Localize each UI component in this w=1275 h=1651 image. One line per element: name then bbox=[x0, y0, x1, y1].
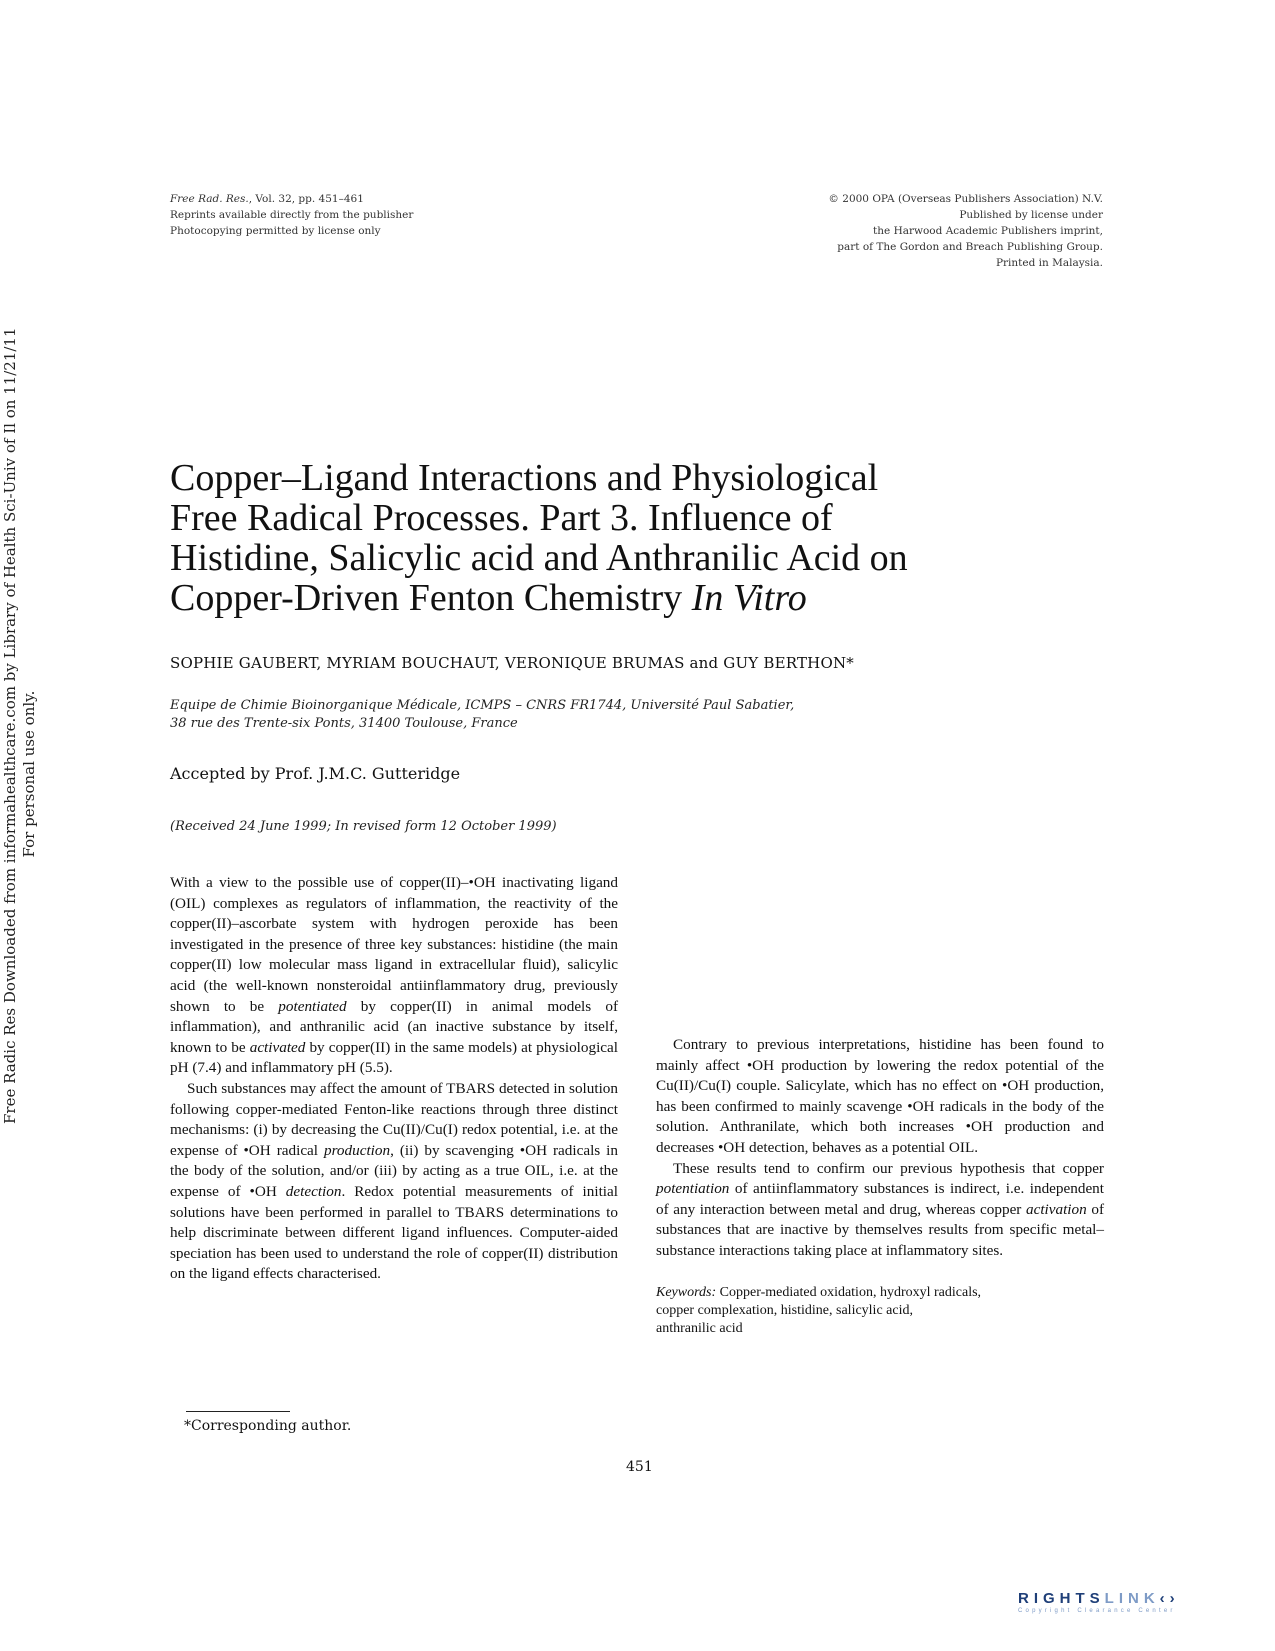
download-source: Free Radic Res Downloaded from informahealthcare.com by Library of Health Sci-Univ of Il on 11/21/11 bbox=[1, 327, 19, 1124]
publisher-line: the Harwood Academic Publishers imprint, bbox=[873, 225, 1103, 237]
rightslink-arrows-icon: ‹› bbox=[1159, 1590, 1180, 1607]
keywords: Keywords: Copper-mediated oxidation, hydroxyl radicals, copper complexation, histidine, salicylic acid, anthranilic acid bbox=[656, 1284, 982, 1336]
abstract-paragraph: Such substances may affect the amount of TBARS detected in solution following copper-mediated Fenton-like reactions through three distinct mechanisms: (i) by decreasing the Cu(II)/Cu(I) redox potential, i.e. at the expense of •OH radical production, (ii) by scavenging •OH radicals in the body of the solution, and/or (iii) by acting as a true OIL, i.e. at the expense of •OH detection. Redox potential measurements of initial solutions have been performed in parallel to TBARS determinations to help discriminate between different ligand influences. Computer-aided speciation has been used to understand the role of copper(II) distribution on the ligand effects characterised. bbox=[170, 1079, 618, 1283]
footnote-rule bbox=[186, 1411, 290, 1412]
personal-use-note: For personal use only. bbox=[20, 690, 38, 858]
rightslink-text-light: LINK bbox=[1104, 1590, 1160, 1607]
abstract-column-left bbox=[170, 873, 618, 1285]
title-line: Free Radical Processes. Part 3. Influence of bbox=[170, 497, 833, 539]
accepted-by: Accepted by Prof. J.M.C. Gutteridge bbox=[170, 764, 461, 783]
received-dates: (Received 24 June 1999; In revised form 12 October 1999) bbox=[170, 819, 557, 834]
article-title bbox=[170, 458, 1010, 618]
journal-header bbox=[170, 191, 413, 239]
journal-name: Free Rad. Res. bbox=[170, 193, 249, 205]
copyright-line: © 2000 OPA (Overseas Publishers Association) N.V. bbox=[828, 193, 1103, 205]
title-line: Copper-Driven Fenton Chemistry In Vitro bbox=[170, 577, 807, 619]
photocopy-note: Photocopying permitted by license only bbox=[170, 225, 381, 237]
page-number: 451 bbox=[626, 1459, 653, 1475]
affiliation: Equipe de Chimie Bioinorganique Médicale, ICMPS – CNRS FR1744, Université Paul Sabatier, 38 rue des Trente-six Ponts, 31400 Toulouse, France bbox=[170, 698, 795, 731]
publisher-line: Published by license under bbox=[959, 209, 1103, 221]
abstract-paragraph: Contrary to previous interpretations, histidine has been found to mainly affect •OH production by lowering the redox potential of the Cu(II)/Cu(I) couple. Salicylate, which has no effect on •OH production, has been confirmed to mainly scavenge •OH radicals in the body of the solution. Anthranilate, which both increases •OH production and decreases •OH detection, behaves as a potential OIL. bbox=[656, 1036, 1104, 1156]
printed-line: Printed in Malaysia. bbox=[995, 257, 1103, 269]
title-line: Copper–Ligand Interactions and Physiological bbox=[170, 457, 879, 499]
rightslink-logo[interactable] bbox=[1018, 1590, 1238, 1630]
title-italic: In Vitro bbox=[691, 577, 807, 619]
abstract-paragraph: These results tend to confirm our previous hypothesis that copper potentiation of antiinflammatory substances is indirect, i.e. independent of any interaction between metal and drug, whereas copper activation of substances that are inactive by themselves results from specific metal–substance interactions taking place at inflammatory sites. bbox=[656, 1159, 1104, 1259]
footnote: *Corresponding author. bbox=[184, 1418, 352, 1434]
abstract-column-right bbox=[656, 1035, 1104, 1338]
title-line: Histidine, Salicylic acid and Anthranilic Acid on bbox=[170, 537, 908, 579]
rightslink-text-dark: RIGHTS bbox=[1018, 1590, 1105, 1607]
rightslink-tagline: Copyright Clearance Center bbox=[1018, 1608, 1176, 1614]
journal-citation bbox=[170, 191, 413, 207]
abstract-paragraph: With a view to the possible use of copper(II)–•OH inactivating ligand (OIL) complexes as regulators of inflammation, the reactivity of the copper(II)–ascorbate system with hydrogen peroxide has been investigated in the presence of three key substances: histidine (the main copper(II) low molecular mass ligand in extracellular fluid), salicylic acid (the well-known nonsteroidal antiinflammatory drug, previously shown to be potentiated by copper(II) in animal models of inflammation), and anthranilic acid (an inactive substance by itself, known to be activated by copper(II) in the same models) at physiological pH (7.4) and inflammatory pH (5.5). bbox=[170, 874, 619, 1077]
publisher-line: part of The Gordon and Breach Publishing Group. bbox=[837, 241, 1103, 253]
download-watermark bbox=[1, 327, 39, 1124]
author-list: SOPHIE GAUBERT, MYRIAM BOUCHAUT, VERONIQUE BRUMAS and GUY BERTHON* bbox=[170, 654, 854, 672]
keywords-label: Keywords: bbox=[656, 1284, 717, 1300]
publisher-header bbox=[828, 191, 1103, 271]
journal-volume: , Vol. 32, pp. 451–461 bbox=[248, 193, 364, 205]
reprints-note: Reprints available directly from the publisher bbox=[170, 209, 414, 221]
